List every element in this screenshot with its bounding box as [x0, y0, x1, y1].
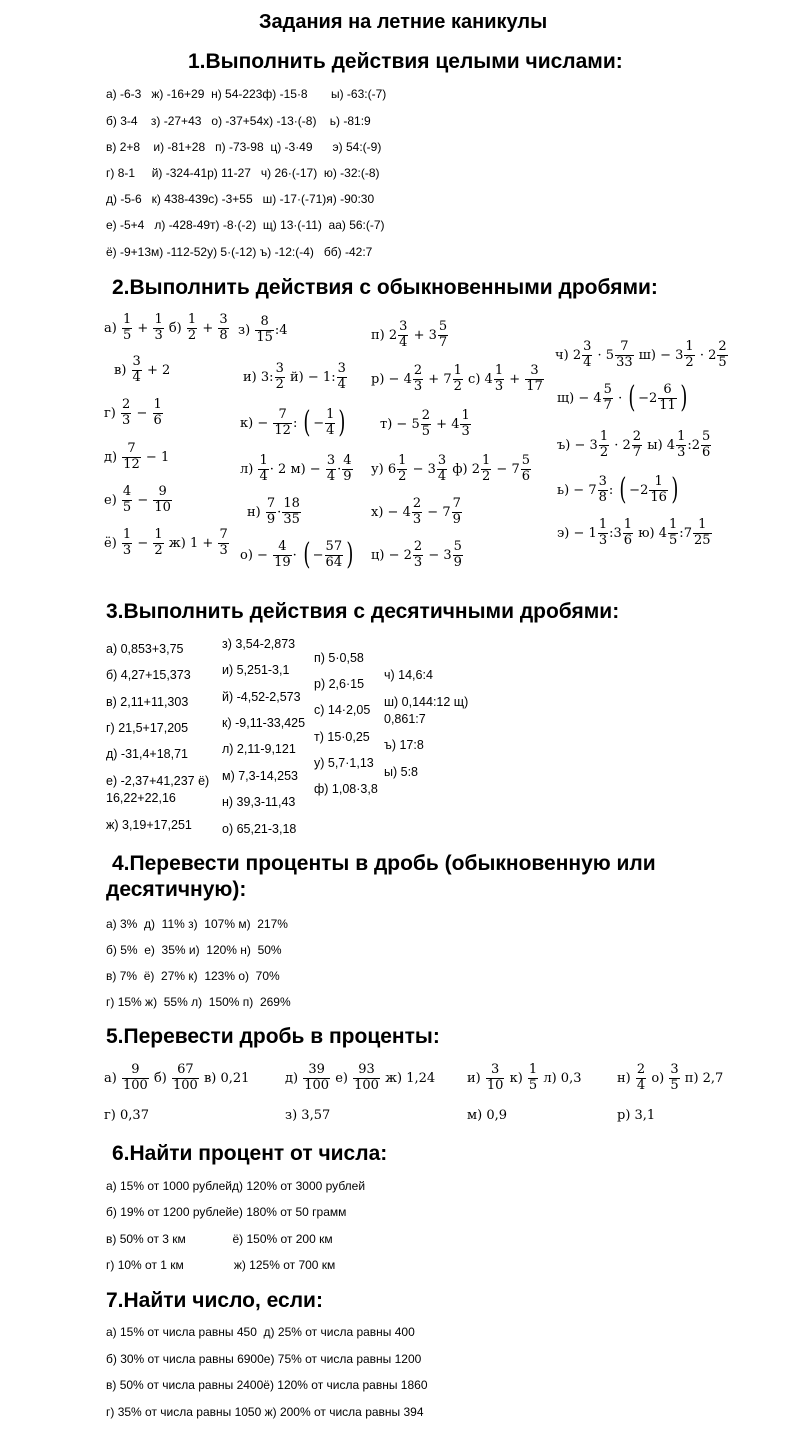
list-item: в) 2+8 и) -81+28 п) -73-98 ц) -3·49 э) 54:(-9) [106, 140, 382, 154]
list-item: б) 3-4 з) -27+43 о) -37+54х) -13·(-8) ь) -81:9 [106, 114, 371, 128]
expr-5-r: р) 3,1 [617, 1108, 656, 1123]
expr-5-g: г) 0,37 [104, 1108, 149, 1123]
list-item: п) 5·0,58 [314, 651, 364, 665]
expr-z: з) $\frac{8}{15}$ :4 [238, 314, 288, 345]
list-item: г) 15% ж) 55% л) 150% п) 269% [106, 995, 291, 1009]
expr-v: в) $\frac{3}{4}$ + 2 [114, 354, 171, 385]
expr-h: х) − 4 $\frac{2}{3}$ − 7 $\frac{7}{9}$ [371, 496, 461, 527]
expr-5-z: з) 3,57 [285, 1108, 331, 1123]
list-item: ы) 5:8 [384, 765, 418, 779]
expr-o: о) − $\frac{4}{19}$ · ( − $\frac{57}{64}$ ) [240, 537, 354, 573]
list-item: а) 3% д) 11% з) 107% м) 217% [106, 917, 288, 931]
list-item: б) 30% от числа равны 6900е) 75% от числа равны 1200 [106, 1352, 422, 1366]
section-5-heading: 5.Перевести дробь в проценты: [106, 1025, 440, 1048]
expr-yo: ё) $\frac{1}{3}$ − $\frac{1}{2}$ ж) 1 + $\frac{7}{3}$ [104, 527, 228, 558]
list-item: с) 14·2,05 [314, 703, 371, 717]
expr-g: г) $\frac{2}{3}$ − $\frac{1}{6}$ [104, 397, 162, 428]
expr-p: п) 2 $\frac{3}{4}$ + 3 $\frac{5}{7}$ [371, 319, 448, 350]
list-item: ш) 0,144:12 щ) [384, 695, 469, 709]
list-item: л) 2,11-9,121 [222, 742, 296, 756]
list-item: а) -6-3 ж) -16+29 н) 54-223ф) -15·8 ы) -63:(-7) [106, 87, 387, 101]
section-4-heading: 4.Перевести проценты в дробь (обыкновенную или [112, 852, 656, 875]
expr-e: е) $\frac{4}{5}$ − $\frac{9}{10}$ [104, 484, 171, 515]
section-2-heading: 2.Выполнить действия с обыкновенными дробями: [112, 276, 658, 299]
list-item: д) -5-6 к) 438-439с) -3+55 ш) -17·(-71)я) -90:30 [106, 192, 375, 206]
expr-a: а) $\frac{1}{5}$ + $\frac{1}{3}$ б) $\frac{1}{2}$ + $\frac{3}{8}$ [104, 312, 228, 343]
list-item: р) 2,6·15 [314, 677, 365, 691]
expr-5-i: и) $\frac{3}{10}$ к) $\frac{1}{5}$ л) 0,3 [467, 1062, 582, 1093]
expr-t: т) − 5 $\frac{2}{5}$ + 4 $\frac{1}{3}$ [380, 408, 470, 439]
expr-k: к) − $\frac{7}{12}$ : ( − $\frac{1}{4}$ ) [240, 405, 346, 441]
list-item: а) 0,853+3,75 [106, 642, 184, 656]
list-item: 0,861:7 [384, 712, 426, 726]
section-7-heading: 7.Найти число, если: [106, 1289, 323, 1312]
expr-5-d: д) $\frac{39}{100}$ е) $\frac{93}{100}$ ж) 1,24 [285, 1062, 436, 1093]
list-item: н) 39,3-11,43 [222, 795, 296, 809]
list-item: а) 15% от 1000 рублейд) 120% от 3000 рублей [106, 1179, 366, 1193]
page-title: Задания на летние каникулы [259, 11, 548, 33]
list-item: т) 15·0,25 [314, 730, 370, 744]
expr-c: ц) − 2 $\frac{2}{3}$ − 3 $\frac{5}{9}$ [371, 539, 462, 570]
expr-ch: ч) 2 $\frac{3}{4}$ · 5 $\frac{7}{33}$ ш) − 3 $\frac{1}{2}$ · 2 $\frac{2}{5}$ [555, 339, 727, 370]
expr-d: д) $\frac{7}{12}$ − 1 [104, 441, 170, 472]
list-item: к) -9,11-33,425 [222, 716, 306, 730]
list-item: б) 4,27+15,373 [106, 668, 191, 682]
expr-sch: щ) − 4 $\frac{5}{7}$ · ( −2 $\frac{6}{11}$ ) [557, 380, 688, 416]
list-item: б) 5% е) 35% и) 120% н) 50% [106, 943, 282, 957]
list-item: ч) 14,6:4 [384, 668, 433, 682]
list-item: б) 19% от 1200 рублейе) 180% от 50 грамм [106, 1205, 347, 1219]
list-item: е) -5+4 л) -428-49т) -8·(-2) щ) 13·(-11) аа) 56:(-7) [106, 218, 385, 232]
section-4-heading-line2: десятичную): [106, 878, 247, 901]
list-item: ж) 3,19+17,251 [106, 818, 192, 832]
list-item: й) -4,52-2,573 [222, 690, 301, 704]
section-6-heading: 6.Найти процент от числа: [112, 1142, 388, 1165]
expr-l: л) $\frac{1}{4}$ · 2 м) − $\frac{3}{4}$ · $\frac{4}{9}$ [240, 453, 352, 484]
list-item: м) 7,3-14,253 [222, 769, 299, 783]
expr-5-n: н) $\frac{2}{4}$ о) $\frac{3}{5}$ п) 2,7 [617, 1062, 724, 1093]
expr-r: р) − 4 $\frac{2}{3}$ + 7 $\frac{1}{2}$ с) 4 $\frac{1}{3}$ + $\frac{3}{17}$ [371, 363, 543, 394]
section-3-heading: 3.Выполнить действия с десятичными дробями: [106, 600, 620, 623]
list-item: е) -2,37+41,237 ё) [106, 774, 210, 788]
list-item: з) 3,54-2,873 [222, 637, 296, 651]
expr-ae: э) − 1 $\frac{1}{3}$ :3 $\frac{1}{6}$ ю) 4 $\frac{1}{5}$ :7 $\frac{1}{25}$ [557, 517, 711, 548]
list-item: в) 50% от 3 км ё) 150% от 200 км [106, 1232, 333, 1246]
list-item: д) -31,4+18,71 [106, 747, 189, 761]
list-item: ё) -9+13м) -112-52у) 5·(-12) ъ) -12:(-4) бб) -42:7 [106, 245, 373, 259]
list-item: г) 8-1 й) -324-41р) 11-27 ч) 26·(-17) ю) -32:(-8) [106, 166, 380, 180]
list-item: о) 65,21-3,18 [222, 822, 297, 836]
section-1-heading: 1.Выполнить действия целыми числами: [188, 50, 623, 73]
expr-5-m: м) 0,9 [467, 1108, 507, 1123]
list-item: г) 21,5+17,205 [106, 721, 189, 735]
list-item: а) 15% от числа равны 450 д) 25% от числа равны 400 [106, 1325, 415, 1339]
expr-soft: ь) − 7 $\frac{3}{8}$ : ( −2 $\frac{1}{16}$ ) [557, 472, 679, 508]
expr-hard: ъ) − 3 $\frac{1}{2}$ · 2 $\frac{2}{7}$ ы) 4 $\frac{1}{3}$ :2 $\frac{5}{6}$ [557, 429, 711, 460]
list-item: 16,22+22,16 [106, 791, 176, 805]
expr-u: у) 6 $\frac{1}{2}$ − 3 $\frac{3}{4}$ ф) 2 $\frac{1}{2}$ − 7 $\frac{5}{6}$ [371, 453, 531, 484]
list-item: у) 5,7·1,13 [314, 756, 374, 770]
list-item: г) 35% от числа равны 1050 ж) 200% от числа равны 394 [106, 1405, 424, 1419]
list-item: ъ) 17:8 [384, 738, 424, 752]
list-item: ф) 1,08·3,8 [314, 782, 378, 796]
list-item: и) 5,251-3,1 [222, 663, 290, 677]
list-item: г) 10% от 1 км ж) 125% от 700 км [106, 1258, 336, 1272]
list-item: в) 7% ё) 27% к) 123% о) 70% [106, 969, 280, 983]
list-item: в) 2,11+11,303 [106, 695, 189, 709]
expr-n: н) $\frac{7}{9}$ · $\frac{18}{35}$ [247, 496, 300, 527]
list-item: в) 50% от числа равны 2400ё) 120% от числа равны 1860 [106, 1378, 428, 1392]
expr-i: и) 3: $\frac{3}{2}$ й) − 1: $\frac{3}{4}$ [243, 361, 346, 392]
expr-5-a: а) $\frac{9}{100}$ б) $\frac{67}{100}$ в) 0,21 [104, 1062, 250, 1093]
